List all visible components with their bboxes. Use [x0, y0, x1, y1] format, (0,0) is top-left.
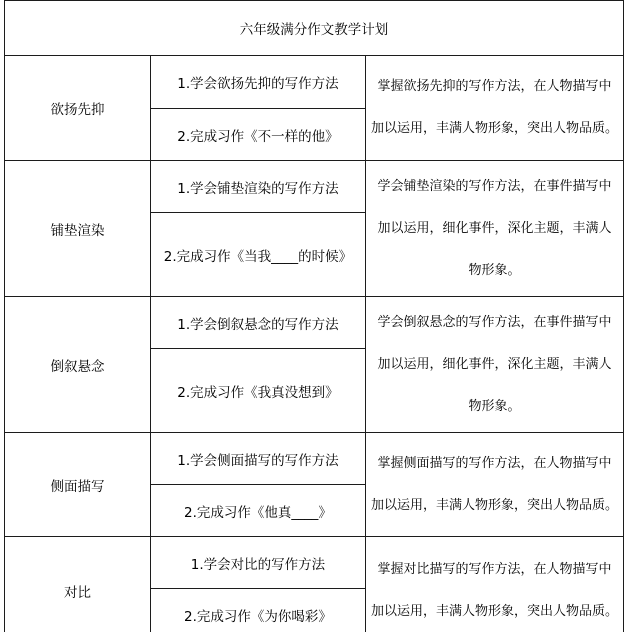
goal-cell	[366, 297, 623, 432]
task-cell: 2.完成习作《我真没想到》	[151, 349, 365, 432]
goal-line: 物形象。	[468, 262, 521, 278]
goal-cell	[366, 537, 623, 632]
task-cell: 2.完成习作《当我____的时候》	[151, 213, 365, 296]
goal-cell	[366, 161, 623, 296]
topic-cell: 侧面描写	[5, 433, 150, 536]
task-cell: 2.完成习作《不一样的他》	[151, 109, 365, 160]
task-cell: 1.学会侧面描写的写作方法	[151, 433, 365, 484]
goal-line: 学会铺垫渲染的写作方法，在事件描写中	[377, 178, 612, 194]
goal-line: 学会倒叙悬念的写作方法，在事件描写中	[377, 314, 612, 330]
goal-cell	[366, 56, 623, 160]
goal-line: 掌握侧面描写的写作方法，在人物描写中	[377, 455, 612, 471]
teaching-plan-table	[4, 0, 624, 632]
goal-line: 掌握欲扬先抑的写作方法，在人物描写中	[377, 79, 612, 94]
goal-line: 加以运用，丰满人物形象，突出人物品质。	[370, 604, 618, 619]
goal-line: 物形象。	[468, 398, 521, 414]
goal-line: 加以运用，丰满人物形象，突出人物品质。	[370, 497, 618, 513]
topic-cell: 欲扬先抑	[5, 56, 150, 160]
task-cell: 1.学会倒叙悬念的写作方法	[151, 297, 365, 348]
topic-cell: 倒叙悬念	[5, 297, 150, 432]
goal-line: 加以运用，丰满人物形象，突出人物品质。	[370, 121, 618, 136]
goal-line: 加以运用，细化事件，深化主题，丰满人	[377, 220, 612, 236]
goal-cell	[366, 433, 623, 536]
task-cell: 1.学会铺垫渲染的写作方法	[151, 161, 365, 212]
task-cell: 2.完成习作《他真____》	[151, 485, 365, 536]
task-cell: 2.完成习作《为你喝彩》	[151, 589, 365, 632]
task-cell: 1.学会对比的写作方法	[151, 537, 365, 588]
goal-line: 掌握对比描写的写作方法，在人物描写中	[377, 562, 612, 577]
goal-line: 加以运用，细化事件，深化主题，丰满人	[377, 356, 612, 372]
topic-cell: 铺垫渲染	[5, 161, 150, 296]
plan-title: 六年级满分作文教学计划	[5, 1, 623, 55]
task-cell: 1.学会欲扬先抑的写作方法	[151, 56, 365, 108]
topic-cell: 对比	[5, 537, 150, 632]
